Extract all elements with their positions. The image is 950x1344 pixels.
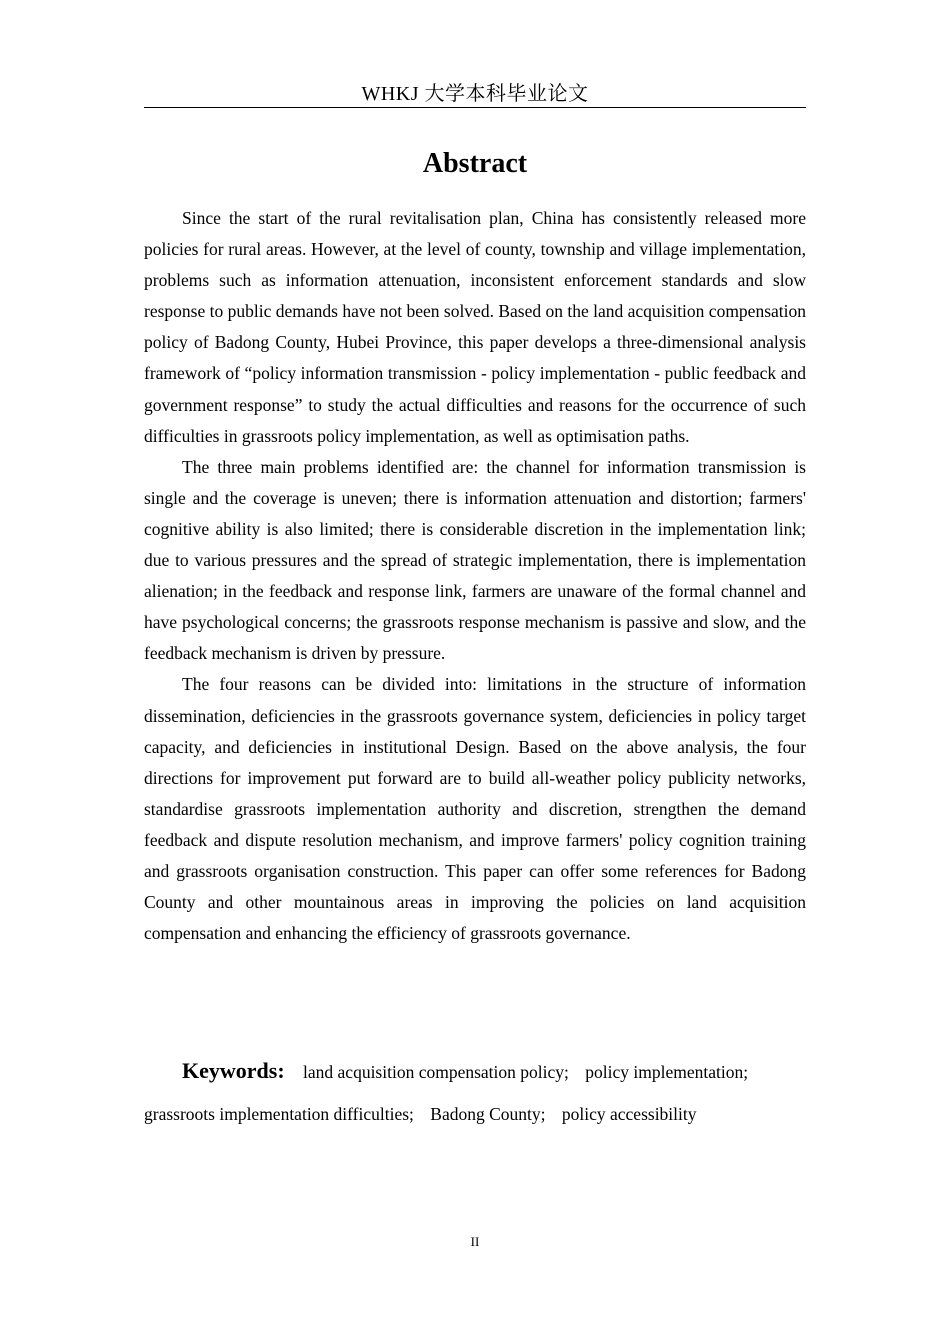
abstract-paragraph-3: The four reasons can be divided into: limitations in the structure of information dissemination, deficiencies in the grassroots governance system, deficiencies in policy target capacity, and deficiencies in institutional Design. Based on the above analysis, the four directions for improvement put forward are to build all-weather policy publicity networks, standardise grassroots implementation authority and discretion, strengthen the demand feedback and dispute resolution mechanism, and improve farmers' policy cognition training and grassroots organisation construction. This paper can offer some references for Badong County and other mountainous areas in improving the policies on land acquisition compensation and enhancing the efficiency of grassroots governance.	[144, 674, 806, 944]
running-header: WHKJ 大学本科毕业论文	[361, 83, 589, 105]
keywords-label: Keywords:	[182, 1058, 285, 1083]
keyword-item: grassroots implementation difficulties;	[144, 1104, 414, 1124]
abstract-body	[144, 203, 806, 949]
abstract-title: Abstract	[422, 148, 528, 179]
keywords-block	[144, 1050, 806, 1135]
keyword-item: policy accessibility	[561, 1104, 697, 1124]
header-rule	[144, 107, 806, 108]
abstract-paragraph-1: Since the start of the rural revitalisation plan, China has consistently released more policies for rural areas. However, at the level of county, township and village implementation, problems such as information attenuation, inconsistent enforcement standards and slow response to public demands have not been solved. Based on the land acquisition compensation policy of Badong County, Hubei Province, this paper develops a three-dimensional analysis framework of “policy information transmission - policy implementation - public feedback and government response” to study the actual difficulties and reasons for the occurrence of such difficulties in grassroots policy implementation, as well as optimisation paths.	[144, 208, 806, 446]
abstract-paragraph-2: The three main problems identified are: the channel for information transmission is single and the coverage is uneven; there is information attenuation and distortion; farmers' cognitive ability is also limited; there is considerable discretion in the implementation link; due to various pressures and the spread of strategic implementation, there is implementation alienation; in the feedback and response link, farmers are unaware of the formal channel and have psychological concerns; the grassroots response mechanism is passive and slow, and the feedback mechanism is driven by pressure.	[144, 456, 806, 664]
keyword-item: land acquisition compensation policy;	[303, 1062, 569, 1082]
page-number: II	[470, 1234, 480, 1249]
keyword-item: Badong County;	[430, 1104, 546, 1124]
keyword-item: policy implementation;	[585, 1062, 749, 1082]
